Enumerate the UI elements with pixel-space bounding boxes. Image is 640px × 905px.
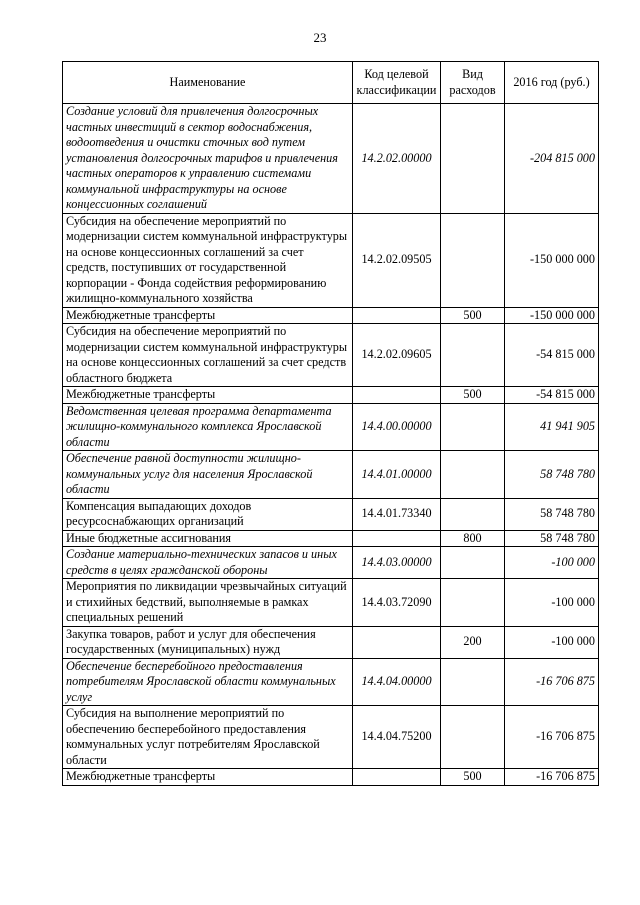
row-sum-cell: -16 706 875 [505, 706, 599, 769]
row-code-cell: 14.4.01.00000 [353, 451, 441, 499]
row-sum-cell: 58 748 780 [505, 530, 599, 547]
row-name-cell: Мероприятия по ликвидации чрезвычайных ситуаций и стихийных бедствий, выполняемые в рамках специальных решений [63, 579, 353, 627]
row-sum-cell: 41 941 905 [505, 403, 599, 451]
row-sum-cell: 58 748 780 [505, 498, 599, 530]
table-row [63, 769, 599, 786]
row-kind-cell: 500 [441, 307, 505, 324]
row-code-cell [353, 769, 441, 786]
row-code-cell: 14.4.04.00000 [353, 658, 441, 706]
row-code-cell: 14.2.02.09605 [353, 324, 441, 387]
table-row [63, 451, 599, 499]
row-sum-cell: -54 815 000 [505, 387, 599, 404]
row-kind-cell [441, 324, 505, 387]
row-kind-cell: 500 [441, 387, 505, 404]
row-sum-cell: -100 000 [505, 626, 599, 658]
row-sum-cell: -16 706 875 [505, 769, 599, 786]
row-code-cell [353, 626, 441, 658]
table-row [63, 307, 599, 324]
table-body [63, 104, 599, 786]
row-code-cell: 14.4.03.00000 [353, 547, 441, 579]
row-sum-cell: 58 748 780 [505, 451, 599, 499]
table-header-row [63, 62, 599, 104]
table-row [63, 530, 599, 547]
row-sum-cell: -150 000 000 [505, 213, 599, 307]
row-sum-cell: -150 000 000 [505, 307, 599, 324]
row-code-cell: 14.2.02.09505 [353, 213, 441, 307]
row-name-cell: Ведомственная целевая программа департамента жилищно-коммунального комплекса Ярославской области [63, 403, 353, 451]
header-sum: 2016 год (руб.) [505, 62, 599, 104]
header-kind: Вид расходов [441, 62, 505, 104]
table-row [63, 387, 599, 404]
row-name-cell: Межбюджетные трансферты [63, 387, 353, 404]
header-name: Наименование [63, 62, 353, 104]
row-code-cell: 14.4.03.72090 [353, 579, 441, 627]
row-code-cell [353, 307, 441, 324]
row-name-cell: Субсидия на выполнение мероприятий по обеспечению бесперебойного предоставления коммунальных услуг потребителям Ярославской области [63, 706, 353, 769]
row-kind-cell [441, 104, 505, 214]
page-number: 23 [313, 30, 327, 45]
row-name-cell: Создание условий для привлечения долгосрочных частных инвестиций в сектор водоснабжения, водоотведения и очистки сточных вод путем установления долгосрочных тарифов и привлечения частных операторов к управлению системами коммунальной инфраструктуры на основе концессионных соглашений [63, 104, 353, 214]
table-row [63, 104, 599, 214]
row-kind-cell [441, 213, 505, 307]
table-row [63, 579, 599, 627]
row-code-cell: 14.4.04.75200 [353, 706, 441, 769]
row-name-cell: Компенсация выпадающих доходов ресурсоснабжающих организаций [63, 498, 353, 530]
row-sum-cell: -100 000 [505, 579, 599, 627]
table-row [63, 658, 599, 706]
row-name-cell: Межбюджетные трансферты [63, 769, 353, 786]
row-code-cell [353, 530, 441, 547]
table-row [63, 706, 599, 769]
table-row [63, 498, 599, 530]
row-kind-cell [441, 403, 505, 451]
row-kind-cell [441, 658, 505, 706]
row-sum-cell: -204 815 000 [505, 104, 599, 214]
table-row [63, 547, 599, 579]
row-name-cell: Межбюджетные трансферты [63, 307, 353, 324]
table-row [63, 324, 599, 387]
row-kind-cell [441, 547, 505, 579]
row-sum-cell: -16 706 875 [505, 658, 599, 706]
row-kind-cell: 800 [441, 530, 505, 547]
row-kind-cell [441, 451, 505, 499]
row-name-cell: Обеспечение равной доступности жилищно-коммунальных услуг для населения Ярославской области [63, 451, 353, 499]
row-name-cell: Субсидия на обеспечение мероприятий по модернизации систем коммунальной инфраструктуры на основе концессионных соглашений за счет средств областного бюджета [63, 324, 353, 387]
row-name-cell: Создание материально-технических запасов и иных средств в целях гражданской обороны [63, 547, 353, 579]
row-code-cell: 14.2.02.00000 [353, 104, 441, 214]
row-sum-cell: -54 815 000 [505, 324, 599, 387]
budget-table [62, 61, 599, 786]
header-code: Код целевой классификации [353, 62, 441, 104]
table-row [63, 403, 599, 451]
row-kind-cell: 200 [441, 626, 505, 658]
row-name-cell: Закупка товаров, работ и услуг для обеспечения государственных (муниципальных) нужд [63, 626, 353, 658]
row-kind-cell [441, 579, 505, 627]
table-row [63, 626, 599, 658]
row-code-cell: 14.4.01.73340 [353, 498, 441, 530]
row-kind-cell [441, 498, 505, 530]
row-sum-cell: -100 000 [505, 547, 599, 579]
row-name-cell: Обеспечение бесперебойного предоставления потребителям Ярославской области коммунальных услуг [63, 658, 353, 706]
row-name-cell: Субсидия на обеспечение мероприятий по модернизации систем коммунальной инфраструктуры на основе концессионных соглашений за счет средств, поступивших от государственной корпорации - Фонда содействия реформированию жилищно-коммунального хозяйства [63, 213, 353, 307]
table-row [63, 213, 599, 307]
row-name-cell: Иные бюджетные ассигнования [63, 530, 353, 547]
row-kind-cell [441, 706, 505, 769]
row-code-cell: 14.4.00.00000 [353, 403, 441, 451]
row-kind-cell: 500 [441, 769, 505, 786]
row-code-cell [353, 387, 441, 404]
